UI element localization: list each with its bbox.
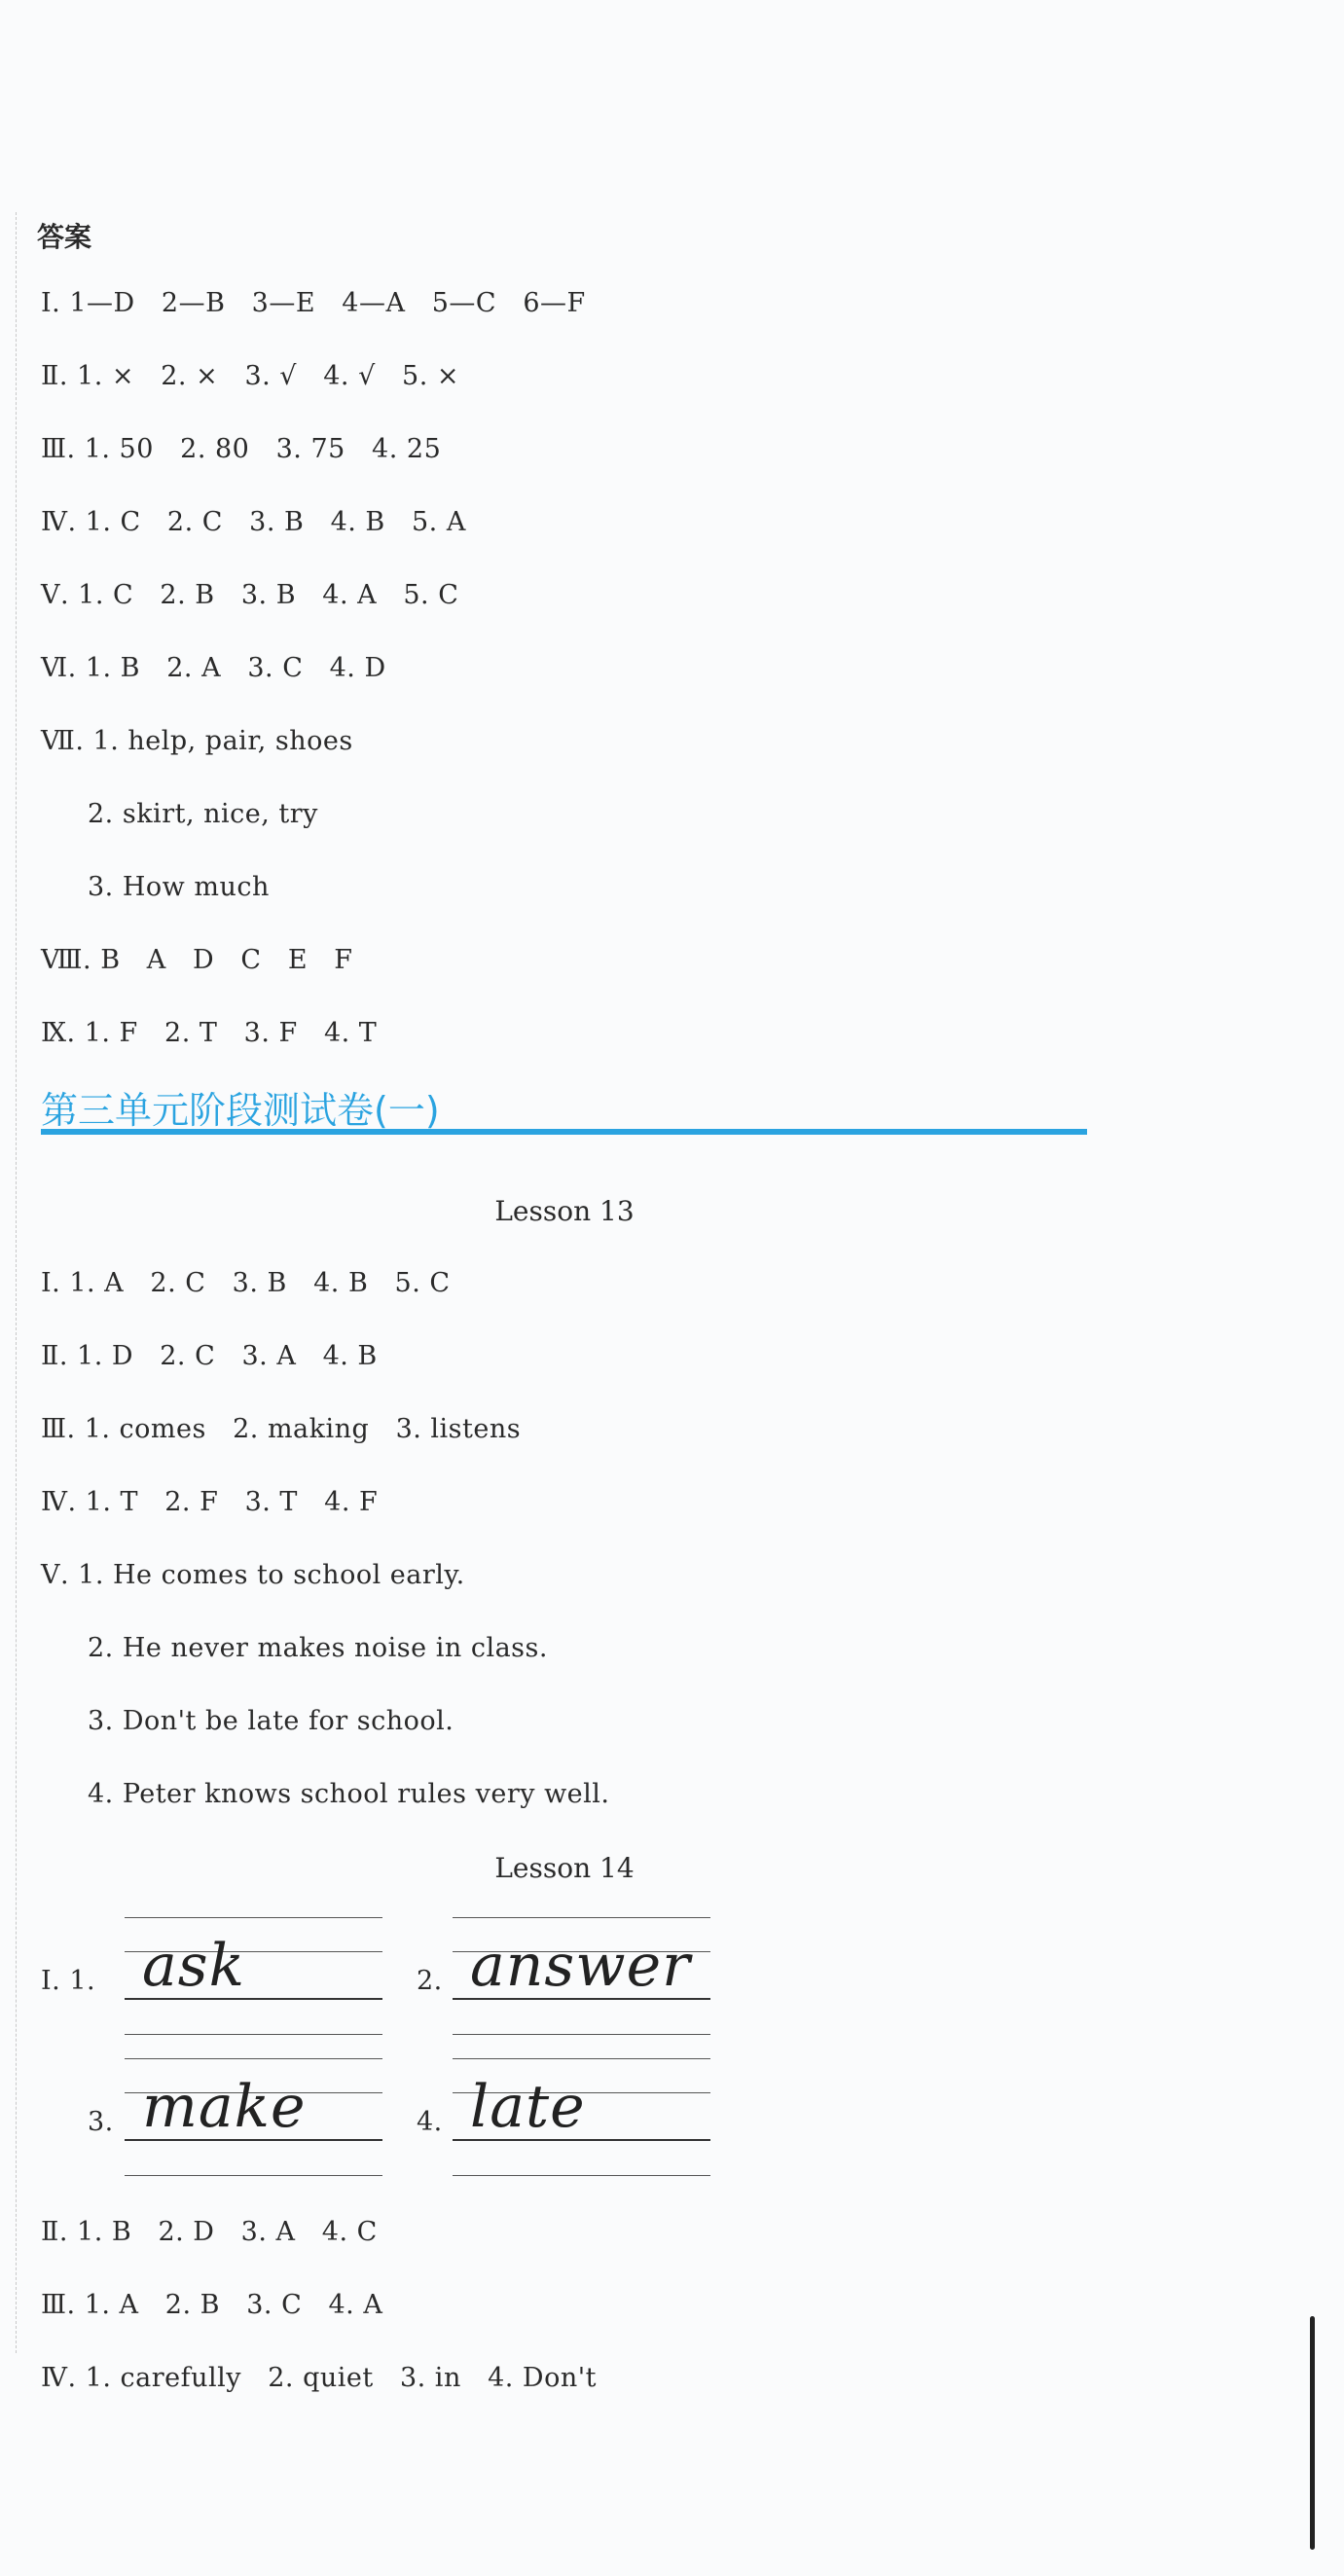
answer-line: Ⅱ. 1. × 2. × 3. √ 4. √ 5. × (41, 361, 460, 391)
margin-dashed-rule (16, 212, 17, 2353)
answer-line: 3. How much (88, 872, 270, 902)
lesson-14-title: Lesson 14 (494, 1852, 635, 1884)
answer-line: Ⅳ. 1. T 2. F 3. T 4. F (41, 1487, 379, 1517)
answer-line: Ⅴ. 1. C 2. B 3. B 4. A 5. C (41, 580, 459, 610)
answer-line: Ⅶ. 1. help, pair, shoes (41, 726, 353, 756)
answer-line: 2. He never makes noise in class. (88, 1633, 548, 1663)
handwritten-word: late (470, 2073, 586, 2141)
answers-heading: 答案 (37, 221, 92, 253)
handwriting-box (453, 1912, 710, 2049)
answer-line: Ⅱ. 1. D 2. C 3. A 4. B (41, 1341, 378, 1371)
binding-mark (1310, 2316, 1315, 2550)
handwritten-word: answer (470, 1932, 691, 2000)
answer-line: Ⅲ. 1. A 2. B 3. C 4. A (41, 2290, 383, 2320)
answer-line: Ⅰ. 1. A 2. C 3. B 4. B 5. C (41, 1268, 451, 1298)
answer-line: 3. Don't be late for school. (88, 1706, 454, 1736)
answer-line: Ⅳ. 1. C 2. C 3. B 4. B 5. A (41, 507, 466, 537)
answer-line: Ⅰ. 1—D 2—B 3—E 4—A 5—C 6—F (41, 288, 586, 318)
answer-line: Ⅷ. B A D C E F (41, 945, 353, 975)
handwriting-box (453, 2053, 710, 2190)
answer-line: Ⅲ. 1. 50 2. 80 3. 75 4. 25 (41, 434, 442, 464)
handwriting-box (125, 1912, 382, 2049)
writing-number: 4. (417, 2107, 443, 2137)
handwritten-word: make (142, 2073, 307, 2141)
answer-line: 2. skirt, nice, try (88, 799, 318, 829)
handwritten-word: ask (142, 1932, 245, 2000)
answer-line: Ⅴ. 1. He comes to school early. (41, 1560, 465, 1590)
answer-line: 4. Peter knows school rules very well. (88, 1779, 610, 1809)
section-title: 第三单元阶段测试卷(一) (41, 1080, 1087, 1135)
handwriting-box (125, 2053, 382, 2190)
lesson-13-title: Lesson 13 (494, 1195, 635, 1227)
answer-line: Ⅵ. 1. B 2. A 3. C 4. D (41, 653, 386, 683)
writing-number: Ⅰ. 1. (41, 1966, 96, 1996)
answer-line: Ⅲ. 1. comes 2. making 3. listens (41, 1414, 522, 1444)
answer-line: Ⅸ. 1. F 2. T 3. F 4. T (41, 1018, 378, 1048)
answer-line: Ⅳ. 1. carefully 2. quiet 3. in 4. Don't (41, 2363, 597, 2393)
writing-number: 2. (417, 1966, 443, 1996)
answer-line: Ⅱ. 1. B 2. D 3. A 4. C (41, 2217, 378, 2247)
writing-number: 3. (88, 2107, 114, 2137)
